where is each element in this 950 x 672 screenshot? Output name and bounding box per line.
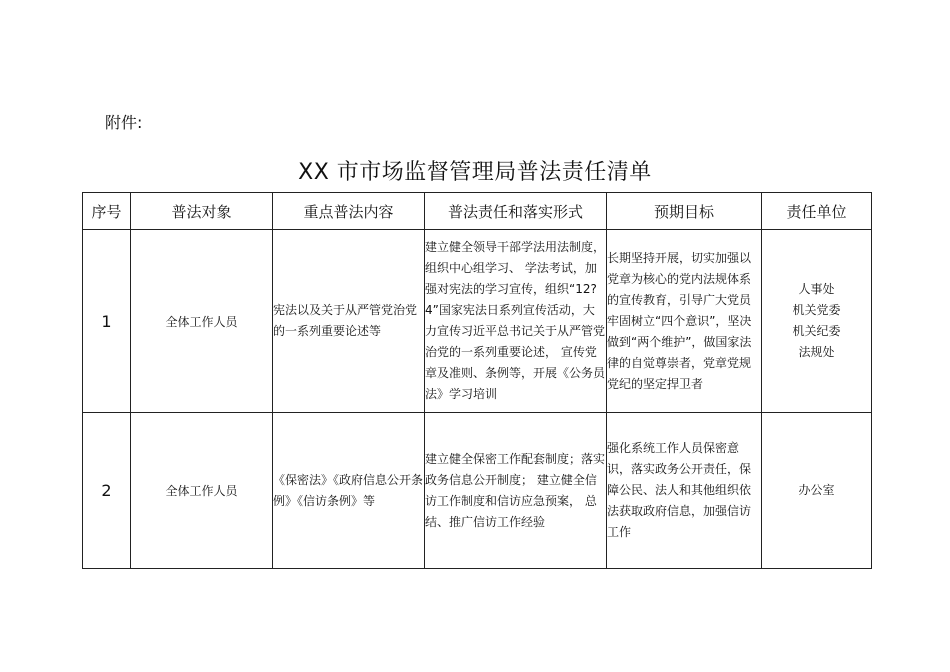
row-form-cell: [425, 230, 607, 413]
row-number: 2: [83, 413, 131, 569]
table-header-row: [83, 193, 872, 230]
unit-item: 办公室: [798, 483, 835, 497]
row-form: 建立健全领导干部学法用法制度，组织中心组学习、 学法考试，加强对宪法的学习宣传，组织“12?4”国家宪法日系列宣传活动，大力宣传习近平总书记关于从严管党治党的一系列重要论述， 宣传党章及准则、条例等，开展《公务员法》学习培训: [425, 240, 606, 401]
row-goal: 强化系统工作人员保密意识，落实政务公开责任，保障公民、法人和其他组织依法获取政府信息，加强信访工作: [607, 441, 752, 539]
row-content: 《保密法》《政府信息公开条例》《信访条例》等: [273, 472, 424, 508]
header-units: 责任单位: [762, 193, 872, 230]
row-goal-cell: [607, 230, 762, 413]
unit-item: 人事处: [798, 282, 835, 296]
row-target: 全体工作人员: [131, 413, 273, 569]
attachment-label: 附件:: [105, 113, 143, 132]
document-title: XX 市市场监督管理局普法责任清单: [298, 160, 652, 185]
row-content: 宪法以及关于从严管党治党的一系列重要论述等: [273, 303, 418, 338]
row-content-cell: [273, 413, 425, 569]
header-form: 普法责任和落实形式: [425, 193, 607, 230]
row-goal-cell: [607, 413, 762, 569]
row-form-cell: [425, 413, 607, 569]
header-content: 重点普法内容: [273, 193, 425, 230]
unit-item: 法规处: [798, 345, 835, 359]
row-target: 全体工作人员: [131, 230, 273, 413]
unit-item: 机关纪委: [792, 324, 841, 338]
header-goal: 预期目标: [607, 193, 762, 230]
table-row: [83, 230, 872, 413]
row-number: 1: [83, 230, 131, 413]
unit-item: 机关党委: [792, 303, 841, 317]
table-row: [83, 413, 872, 569]
row-units: [762, 230, 872, 413]
row-content-cell: [273, 230, 425, 413]
row-form: 建立健全保密工作配套制度；落实政务信息公开制度； 建立健全信访工作制度和信访应急预案， 总结、推广信访工作经验: [425, 451, 606, 529]
header-target: 普法对象: [131, 193, 273, 230]
header-no: 序号: [83, 193, 131, 230]
row-units: [762, 413, 872, 569]
responsibility-table: [82, 192, 872, 569]
row-goal: 长期坚持开展，切实加强以党章为核心的党内法规体系的宣传教育，引导广大党员牢固树立“四个意识”，坚决做到“两个维护”，做国家法律的自觉尊崇者，党章党规党纪的坚定捍卫者: [607, 250, 752, 391]
